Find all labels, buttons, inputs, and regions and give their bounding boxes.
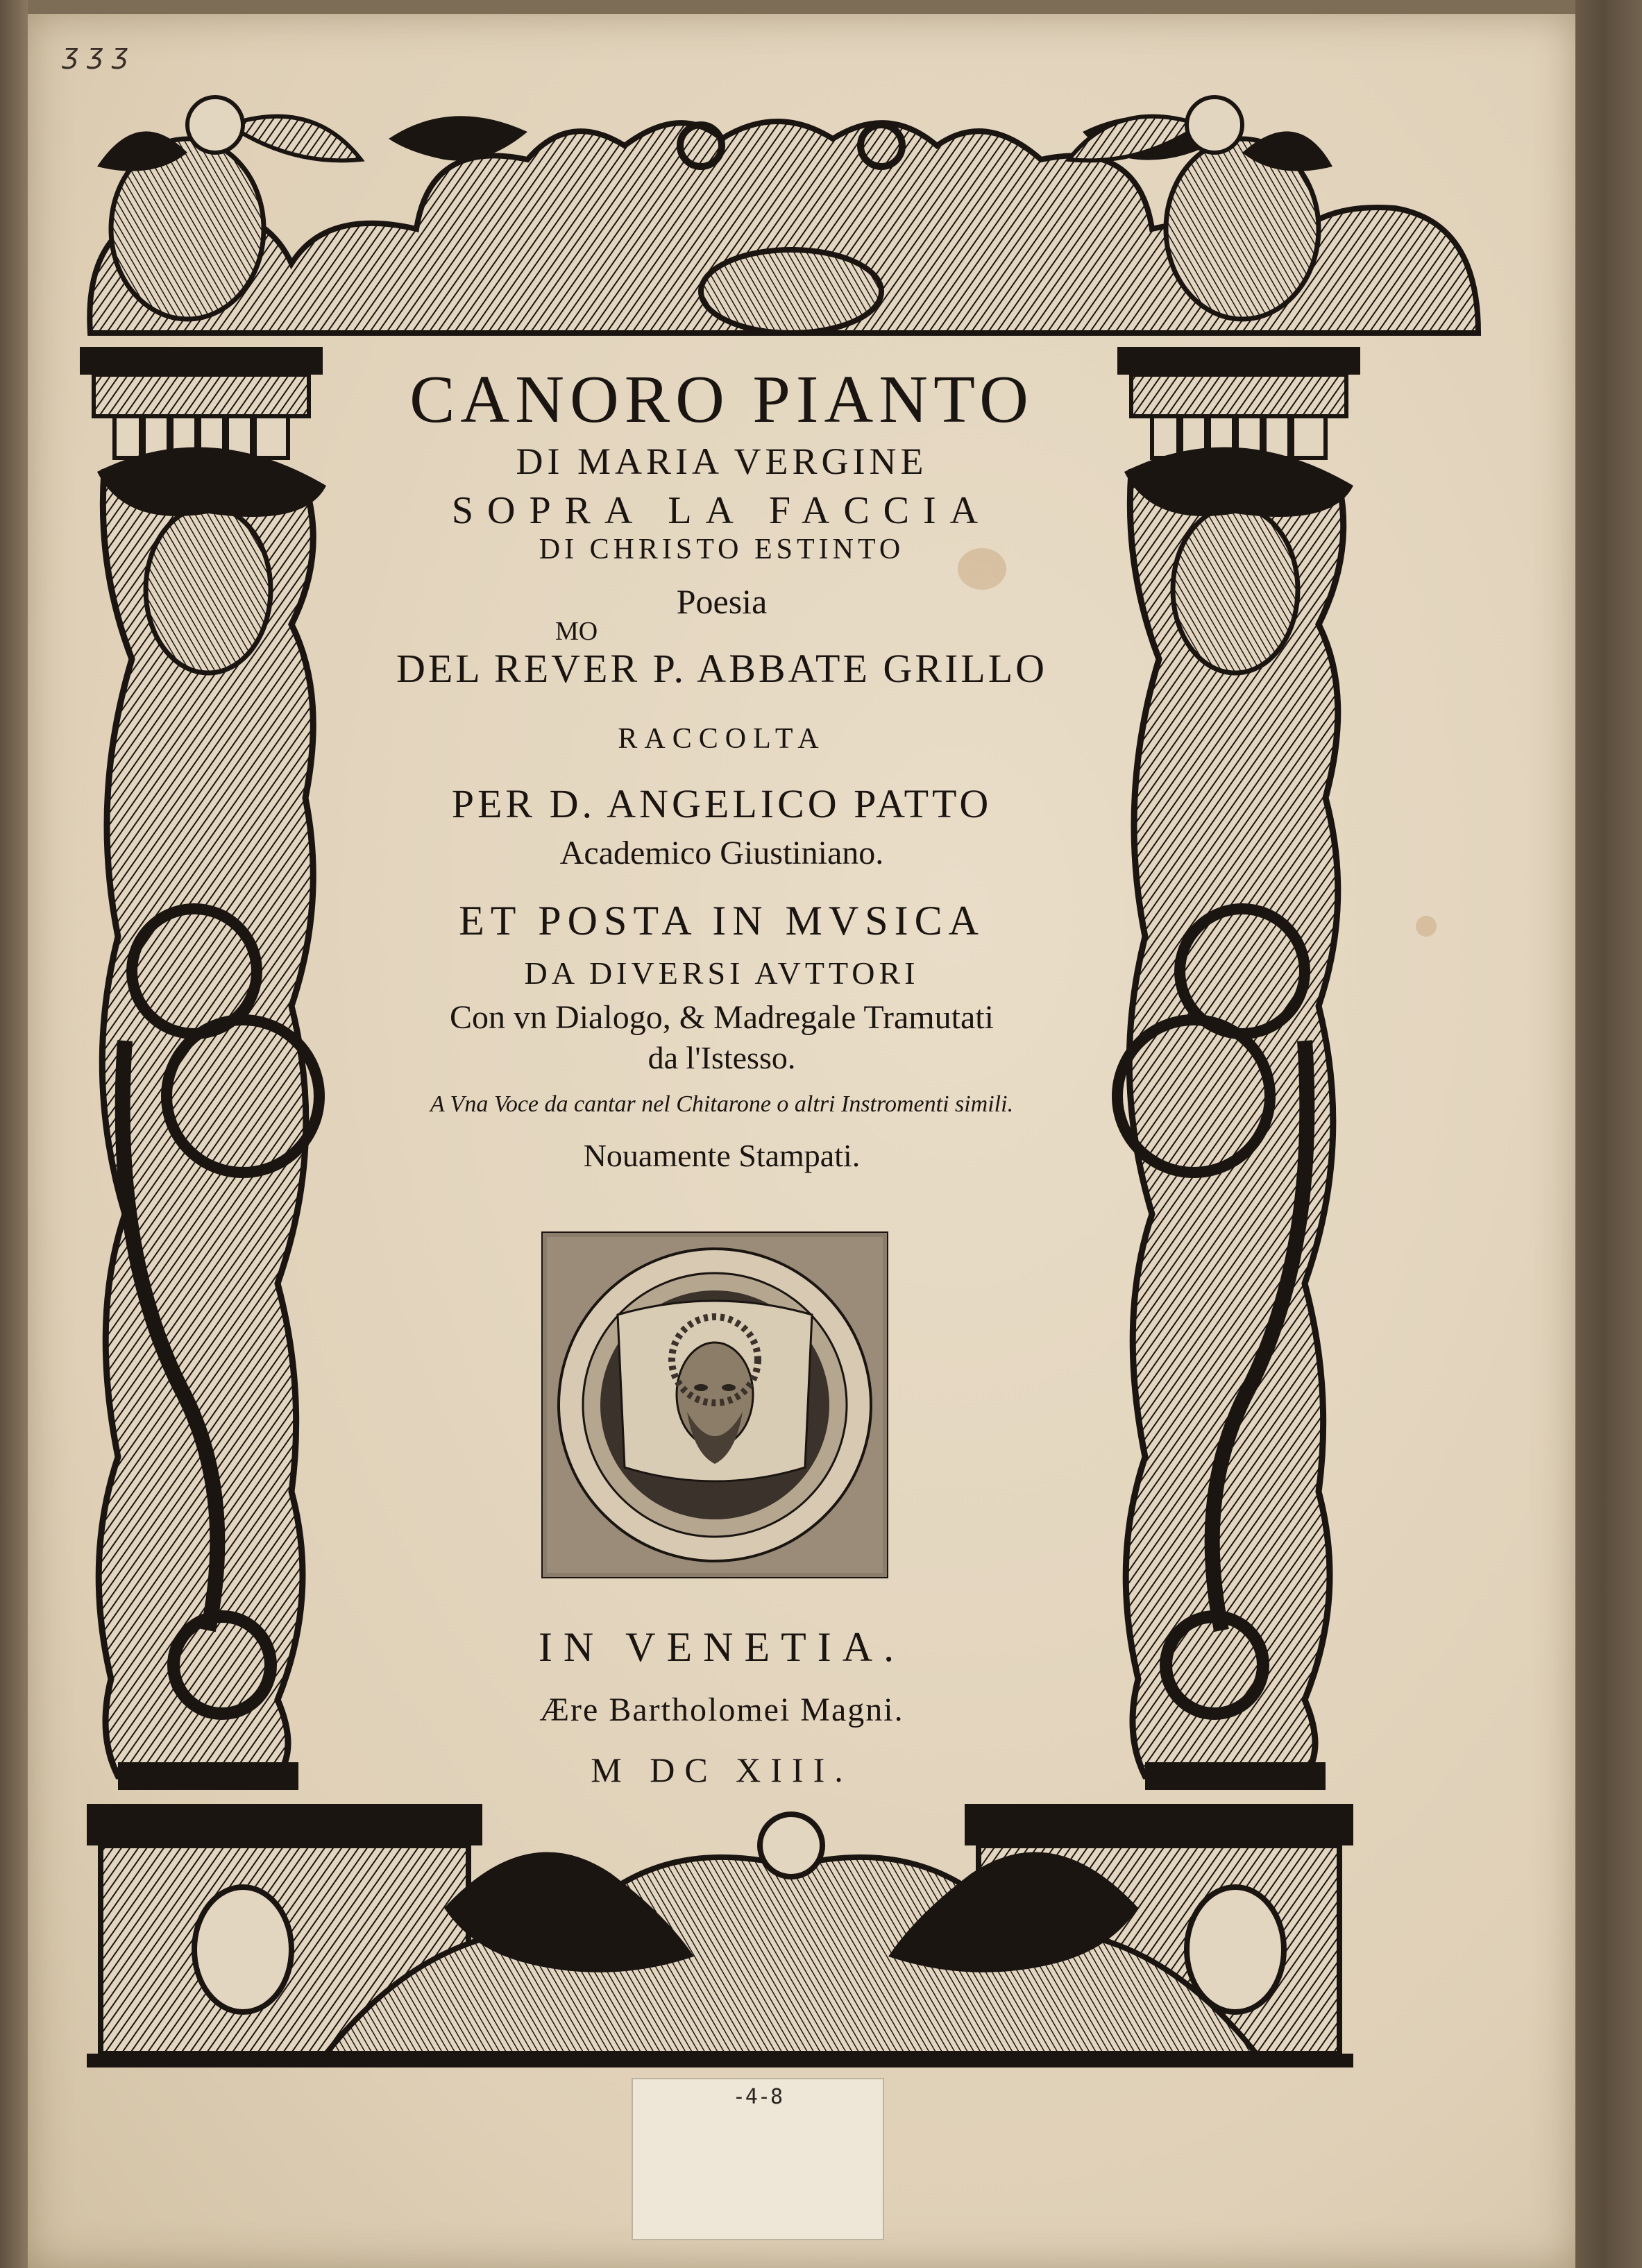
- subtitle-line: DI CHRISTO ESTINTO: [539, 534, 905, 565]
- left-column: [80, 347, 326, 1790]
- author-line: DEL REVER P. ABBATE GRILLO: [396, 646, 1048, 691]
- subtitle-line: DI MARIA VERGINE: [516, 441, 928, 482]
- handwritten-mark: ʒ ʒ ʒ: [62, 38, 128, 70]
- imprint-place: IN VENETIA.: [538, 1624, 906, 1670]
- academy-line: Academico Giustiniano.: [559, 835, 884, 871]
- shelf-label-text: -4-8: [732, 2085, 784, 2109]
- collected-line: RACCOLTA: [618, 723, 826, 755]
- dialogue-line: Con vn Dialogo, & Madregale Tramutati: [450, 999, 994, 1036]
- title-text-block: [326, 361, 1117, 1174]
- imprint-block: [326, 1623, 1117, 1790]
- main-title: CANORO PIANTO: [409, 362, 1034, 437]
- newly-printed-line: Nouamente Stampati.: [583, 1138, 861, 1173]
- genre-line: Poesia: [676, 582, 768, 621]
- dialogue-line-2: da l'Istesso.: [648, 1040, 796, 1075]
- bottom-ornament: [87, 1804, 1353, 2067]
- music-line: ET POSTA IN MVSICA: [459, 898, 985, 944]
- voice-instrument-line: A Vna Voce da cantar nel Chitarone o altri Instromenti simili.: [430, 1091, 1014, 1117]
- subtitle-line: SOPRA LA FACCIA: [451, 489, 992, 532]
- imprint-year: M DC XIII.: [591, 1750, 853, 1789]
- veronica-veil-engraving: [541, 1231, 888, 1578]
- editor-line: PER D. ANGELICO PATTO: [451, 781, 992, 826]
- composers-line: DA DIVERSI AVTTORI: [524, 955, 920, 991]
- imprint-printer: Ære Bartholomei Magni.: [539, 1691, 904, 1728]
- library-shelf-label: [632, 2078, 884, 2240]
- abbreviation-mark: MO: [555, 617, 598, 646]
- right-column: [1117, 347, 1360, 1790]
